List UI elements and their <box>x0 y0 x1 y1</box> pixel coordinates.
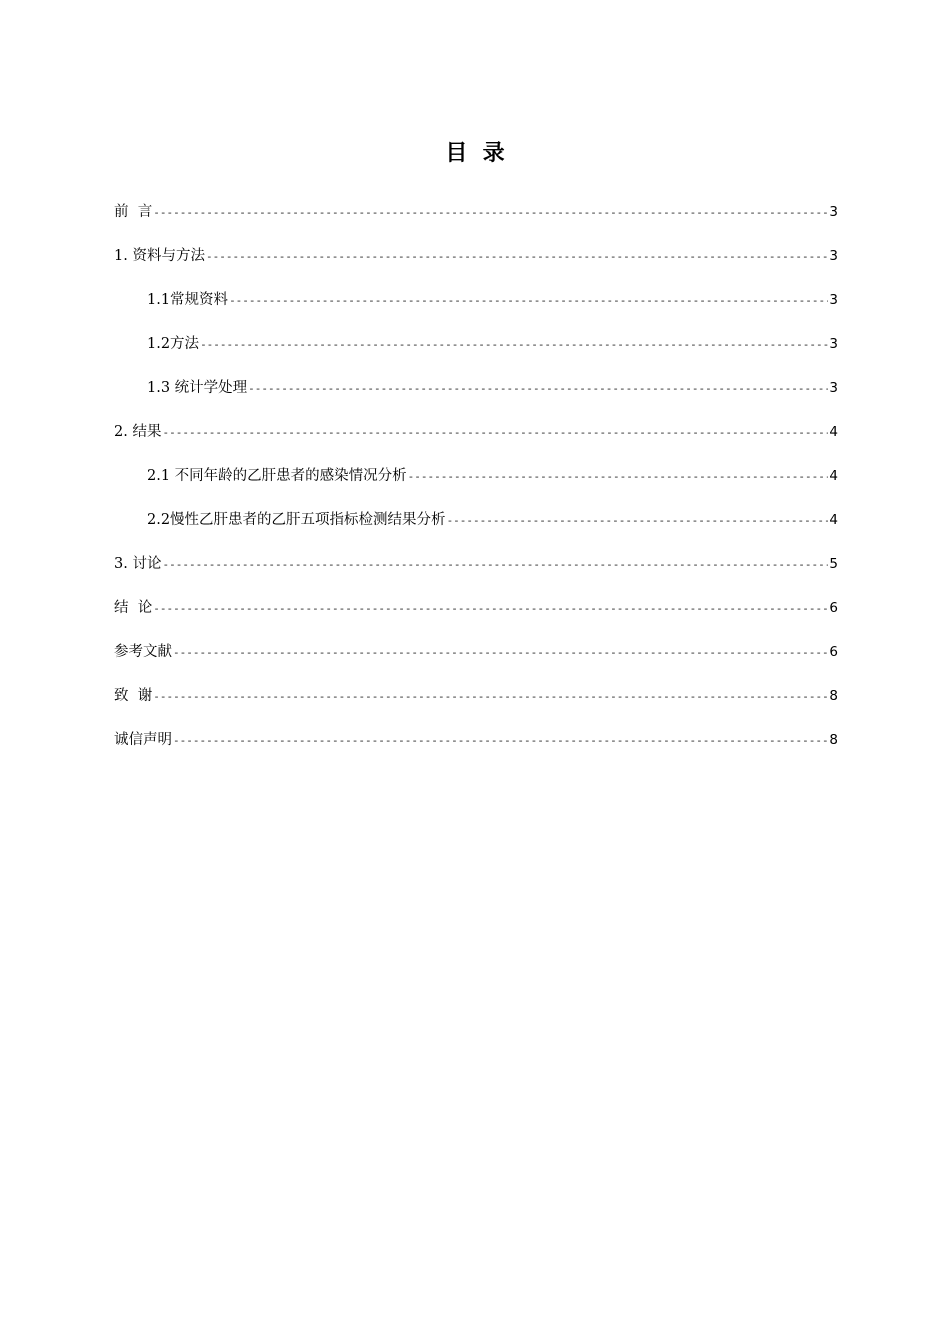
toc-entry-results[interactable] <box>114 420 838 464</box>
toc-entry-page: 4 <box>829 468 838 484</box>
toc-entry-page: 4 <box>829 512 838 528</box>
toc-list <box>114 200 838 772</box>
toc-title: 目 录 <box>445 141 505 166</box>
toc-leader <box>153 201 828 225</box>
toc-leader <box>229 289 828 313</box>
toc-entry-label: 3. 讨论 <box>114 556 162 572</box>
toc-entry-label: 1.1常规资料 <box>147 292 229 308</box>
toc-entry-integrity-statement[interactable] <box>114 728 838 772</box>
toc-entry-page: 8 <box>829 688 838 704</box>
toc-entry-label: 结 论 <box>114 600 153 616</box>
toc-leader <box>248 377 828 401</box>
toc-entry-page: 3 <box>829 204 838 220</box>
toc-leader <box>206 245 828 269</box>
toc-entry-five-indicators[interactable] <box>114 508 838 552</box>
toc-leader <box>447 509 829 533</box>
toc-entry-page: 6 <box>829 644 838 660</box>
toc-entry-page: 3 <box>829 336 838 352</box>
toc-entry-materials-methods[interactable] <box>114 244 838 288</box>
toc-entry-label: 1. 资料与方法 <box>114 248 205 264</box>
toc-entry-label: 1.2方法 <box>147 336 200 352</box>
toc-entry-label: 2. 结果 <box>114 424 162 440</box>
toc-entry-methods[interactable] <box>114 332 838 376</box>
toc-entry-references[interactable] <box>114 640 838 684</box>
toc-entry-page: 5 <box>829 556 838 572</box>
toc-entry-page: 3 <box>829 292 838 308</box>
toc-entry-label: 诚信声明 <box>114 732 172 748</box>
toc-entry-conclusion[interactable] <box>114 596 838 640</box>
toc-entry-label: 参考文献 <box>114 644 172 660</box>
toc-entry-age-infection[interactable] <box>114 464 838 508</box>
toc-leader <box>408 465 829 489</box>
toc-entry-label: 2.1 不同年龄的乙肝患者的感染情况分析 <box>147 468 407 484</box>
toc-entry-page: 4 <box>829 424 838 440</box>
toc-entry-acknowledgements[interactable] <box>114 684 838 728</box>
toc-entry-page: 8 <box>829 732 838 748</box>
toc-entry-label: 2.2慢性乙肝患者的乙肝五项指标检测结果分析 <box>147 512 446 528</box>
toc-leader <box>162 553 828 577</box>
toc-entry-label: 致 谢 <box>114 688 153 704</box>
toc-leader <box>200 333 828 357</box>
toc-leader <box>153 685 828 709</box>
toc-entry-discussion[interactable] <box>114 552 838 596</box>
toc-entry-page: 6 <box>829 600 838 616</box>
toc-entry-page: 3 <box>829 380 838 396</box>
toc-entry-label: 1.3 统计学处理 <box>147 380 248 396</box>
toc-leader <box>162 421 828 445</box>
toc-entry-general-data[interactable] <box>114 288 838 332</box>
toc-entry-page: 3 <box>829 248 838 264</box>
toc-leader <box>173 729 828 753</box>
toc-entry-label: 前 言 <box>114 204 153 220</box>
toc-leader <box>173 641 828 665</box>
toc-entry-preface[interactable] <box>114 200 838 244</box>
toc-leader <box>153 597 828 621</box>
toc-entry-statistics[interactable] <box>114 376 838 420</box>
